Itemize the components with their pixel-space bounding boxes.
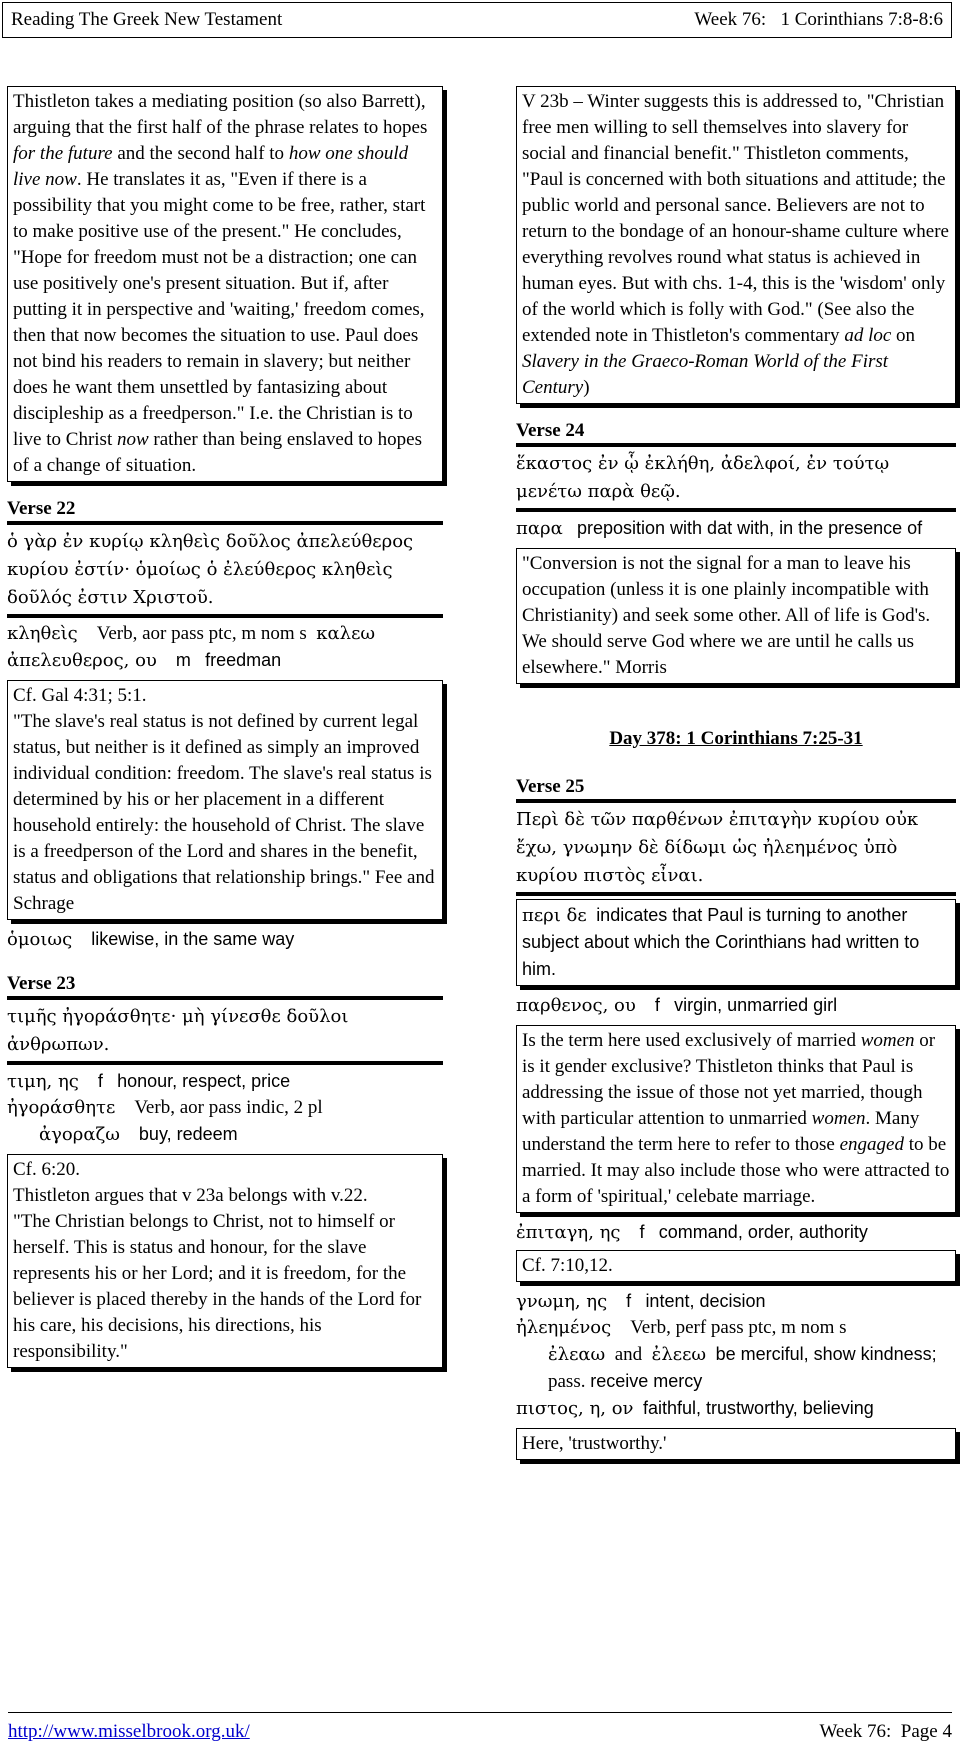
verse-25-greek: Περὶ δὲ τῶν παρθένων ἐπιταγὴν κυρίου οὐκ ἔχω, γνωμην δὲ δίδωμι ὡς ἠλεημένος ὑπὸ κυρίου πιστὸς εἶναι. (516, 806, 956, 893)
crossref-box: Cf. 7:10,12. (516, 1250, 956, 1282)
verse-22-heading: Verse 22 (7, 498, 443, 522)
verse-25-heading: Verse 25 (516, 776, 956, 800)
verse-24-note-box: "Conversion is not the signal for a man to leave his occupation (unless it is one plainly incompatible with Christianity) and seek some other. All of life is God's. We should serve God where we are until he calls us elsewhere." Morris (516, 548, 956, 684)
page-footer (8, 1712, 952, 1743)
parse-entry: ἠλεημένος Verb, perf pass ptc, m nom s (516, 1317, 847, 1338)
verse-23-greek: τιμῆς ἠγοράσθητε· μὴ γίνεσθε δοῦλοι ἀνθρωπων. (7, 1003, 443, 1062)
parse-entry: πιστος, η, ον faithful, trustworthy, believing (516, 1398, 874, 1419)
parse-entry: παρθενος, ου f virgin, unmarried girl (516, 995, 838, 1016)
right-column (516, 86, 956, 1466)
day-heading: Day 378: 1 Corinthians 7:25-31 (609, 728, 863, 749)
virgin-note-box: Is the term here used exclusively of married women or is it gender exclusive? Thistleton thinks that Paul is addressing the issue of those not yet married, though with particular attention to unmarried women. Many understand the term here to refer to those engaged to be married. It may also include those who were attracted to a form of 'spiritual,' celebate marriage. (516, 1025, 956, 1213)
peri-de-note-box: περι δε indicates that Paul is turning to another subject about which the Corinthians had written to him. (516, 899, 956, 986)
parse-entry: κληθεὶς Verb, aor pass ptc, m nom s καλεω (7, 623, 376, 644)
page-header (2, 2, 952, 38)
parse-entry: γνωμη, ης f intent, decision (516, 1291, 766, 1312)
parse-entry: ἀγοραζω buy, redeem (39, 1124, 238, 1145)
verse-24-greek: ἕκαστος ἐν ᾧ ἐκλήθη, ἀδελφοί, ἐν τούτῳ μενέτω παρὰ θεῷ. (516, 450, 956, 509)
header-title: Reading The Greek New Testament (11, 9, 283, 30)
verse-24-heading: Verse 24 (516, 420, 956, 444)
parse-entry: παρα preposition with dat with, in the presence of (516, 518, 923, 539)
parse-entry: ἐλεαω and ἐλεεω be merciful, show kindness; pass. receive mercy (548, 1344, 937, 1392)
parse-entry: ἐπιταγη, ης f command, order, authority (516, 1222, 868, 1243)
trustworthy-note-box: Here, 'trustworthy.' (516, 1428, 956, 1460)
verse-23-note-box: Cf. 6:20. Thistleton argues that v 23a belongs with v.22. "The Christian belongs to Christ, not to himself or herself. This is status and honour, for the slave represents his or her Lord; and it is freedom, for the believer is placed thereby in the hands of the Lord for his care, his decisions, his directions, his responsibility." (7, 1154, 443, 1368)
verse-22-note-box: Cf. Gal 4:31; 5:1. "The slave's real status is not defined by current legal status, but neither is it defined as simply an improved individual condition: freedom. The slave's real status is determined by his or her placement in a different household entirely: the household of Christ. The slave is a freedperson of the Lord and shares in the benefit, status and obligations that relationship brings." Fee and Schrage (7, 680, 443, 920)
page-number: Week 76: Page 4 (819, 1721, 952, 1742)
parse-entry: τιμη, ης f honour, respect, price (7, 1071, 291, 1092)
parse-entry: ἠγοράσθητε Verb, aor pass indic, 2 pl (7, 1097, 323, 1118)
intro-note-box: Thistleton takes a mediating position (so also Barrett), arguing that the first half of the phrase relates to hopes for the future and the second half to how one should live now. He translates it as, "Even if there is a possibility that you might come to be free, rather, start to make positive use of the present." He concludes, "Hope for freedom must not be a distraction; one can use positively one's present situation. But if, after putting it in perspective and 'waiting,' freedom comes, then that now becomes the situation to use. Paul does not bind his readers to remain in slavery; but neither does he want them unsettled by fantasizing about discipleship as a freedperson." I.e. the Christian is to live to Christ now rather than being enslaved to hopes of a change of situation. (7, 86, 443, 482)
parse-entry: ἀπελευθερος, ου m freedman (7, 650, 282, 671)
verse-22-greek: ὁ γὰρ ἐν κυρίῳ κληθεὶς δοῦλος ἀπελεύθερος κυρίου ἐστίν· ὁμοίως ὁ ἐλεύθερος κληθεὶς δοῦλός ἐστιν Χριστοῦ. (7, 528, 443, 615)
left-column (7, 86, 443, 1374)
header-week: Week 76: 1 Corinthians 7:8-8:6 (694, 9, 943, 30)
verse-23-heading: Verse 23 (7, 973, 443, 997)
parse-entry: ὁμοιως likewise, in the same way (7, 929, 295, 950)
verse-23b-note-box: V 23b – Winter suggests this is addressed to, "Christian free men willing to sell themselves into slavery for social and financial benefit." Thistleton comments, "Paul is concerned with both situations and attitude; the public world and personal sance. Believers are not to return to the bondage of an honour-shame culture where everything revolves round what status is achieved in human eyes. But with chs. 1-4, this is the 'wisdom' only of the world which is folly with God." (See also the extended note in Thistleton's commentary ad loc on Slavery in the Graeco-Roman World of the First Century) (516, 86, 956, 404)
site-link[interactable]: http://www.misselbrook.org.uk/ (8, 1721, 250, 1742)
